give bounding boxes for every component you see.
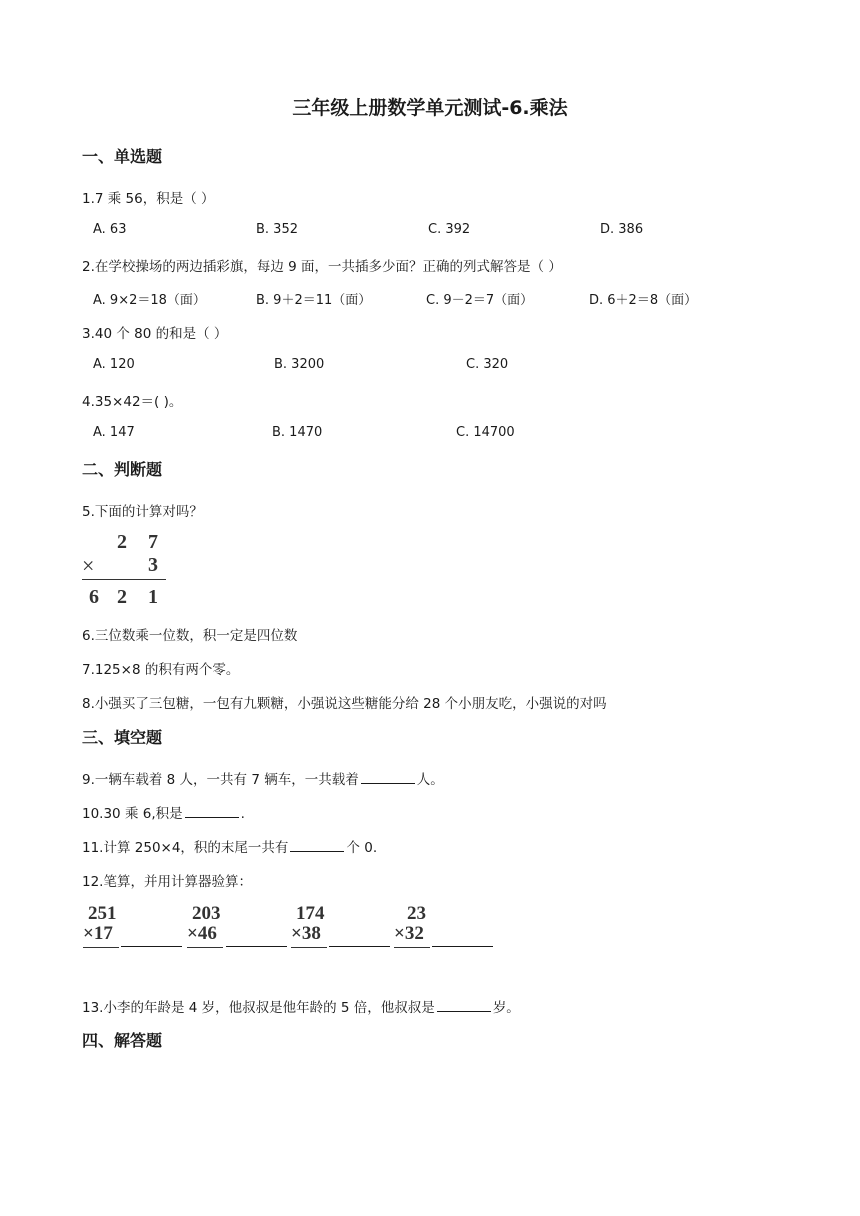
- question-10: [82, 802, 245, 822]
- question-1-option-b: B. 352: [256, 222, 298, 237]
- question-12-stem: 12.笔算，并用计算器验算：: [82, 874, 252, 890]
- problem-4-line: [394, 947, 430, 948]
- problem-4-answer-blank[interactable]: [432, 946, 493, 947]
- problem-4-bottom: ×32: [394, 923, 424, 944]
- page-title: 三年级上册数学单元测试-6.乘法: [292, 97, 568, 119]
- section-heading-single-choice: 一、单选题: [82, 147, 163, 166]
- question-2-option-d: D. 6＋2＝8（面）: [589, 293, 698, 308]
- question-6-stem: 6.三位数乘一位数，积一定是四位数: [82, 628, 298, 644]
- question-10-suffix: .: [240, 806, 245, 822]
- question-5-stem: 5.下面的计算对吗？: [82, 504, 203, 520]
- question-9-text: 9.一辆车载着 8 人，一共有 7 辆车，一共载着: [82, 772, 359, 788]
- question-13-answer-blank[interactable]: [437, 997, 491, 1012]
- problem-1-bottom: ×17: [83, 923, 113, 944]
- question-4-option-c: C. 14700: [456, 425, 515, 440]
- problem-4-top: 23: [407, 903, 426, 924]
- problem-1-answer-blank[interactable]: [121, 946, 182, 947]
- question-10-text: 10.30 乘 6,积是: [82, 806, 183, 822]
- question-9-suffix: 人。: [416, 772, 444, 788]
- question-1-stem: 1.7 乘 56，积是（ ）: [82, 191, 215, 207]
- section-heading-word-problems: 四、解答题: [82, 1031, 163, 1050]
- problem-3-top: 174: [296, 903, 325, 924]
- question-2-stem: 2.在学校操场的两边插彩旗，每边 9 面，一共插多少面？正确的列式解答是（ ）: [82, 259, 562, 275]
- question-3-option-b: B. 3200: [274, 357, 325, 372]
- question-11-text: 11.计算 250×4，积的末尾一共有: [82, 840, 289, 856]
- question-10-answer-blank[interactable]: [185, 803, 239, 818]
- vertical-top-digit-tens: 2: [117, 531, 127, 553]
- problem-2-answer-blank[interactable]: [226, 946, 287, 947]
- vertical-times-sign: ×: [82, 553, 95, 578]
- question-9: [82, 768, 444, 788]
- question-4-option-b: B. 1470: [272, 425, 323, 440]
- problem-1-line: [83, 947, 119, 948]
- question-11-answer-blank[interactable]: [290, 837, 344, 852]
- question-2-option-c: C. 9－2＝7（面）: [426, 293, 534, 308]
- question-1-option-c: C. 392: [428, 222, 471, 237]
- problem-3-bottom: ×38: [291, 923, 321, 944]
- question-1-option-a: A. 63: [93, 222, 127, 237]
- question-7-stem: 7.125×8 的积有两个零。: [82, 662, 240, 678]
- section-heading-fill-blank: 三、填空题: [82, 728, 163, 747]
- question-3-option-a: A. 120: [93, 357, 135, 372]
- question-3-stem: 3.40 个 80 的和是（ ）: [82, 326, 228, 342]
- section-heading-true-false: 二、判断题: [82, 460, 163, 479]
- question-4-option-a: A. 147: [93, 425, 135, 440]
- problem-2-top: 203: [192, 903, 221, 924]
- problem-3-line: [291, 947, 327, 948]
- question-1-option-d: D. 386: [600, 222, 644, 237]
- vertical-top-digit-ones: 7: [148, 531, 158, 553]
- problem-1-top: 251: [88, 903, 117, 924]
- vertical-result-line: [82, 579, 166, 580]
- question-8-stem: 8.小强买了三包糖，一包有九颗糖，小强说这些糖能分给 28 个小朋友吃，小强说的对吗: [82, 696, 607, 712]
- question-3-option-c: C. 320: [466, 357, 509, 372]
- question-11: [82, 836, 377, 856]
- question-13-text: 13.小李的年龄是 4 岁，他叔叔是他年龄的 5 倍，他叔叔是: [82, 1000, 435, 1016]
- question-2-option-b: B. 9＋2＝11（面）: [256, 293, 372, 308]
- problem-2-bottom: ×46: [187, 923, 217, 944]
- vertical-multiplier: 3: [148, 554, 158, 576]
- question-4-stem: 4.35×42＝( )。: [82, 394, 183, 410]
- vertical-result-digit-hundreds: 6: [89, 586, 99, 608]
- question-2-option-a: A. 9×2＝18（面）: [93, 293, 206, 308]
- question-13: [82, 996, 520, 1016]
- question-9-answer-blank[interactable]: [361, 769, 415, 784]
- problem-2-line: [187, 947, 223, 948]
- question-13-suffix: 岁。: [492, 1000, 520, 1016]
- problem-3-answer-blank[interactable]: [329, 946, 390, 947]
- vertical-result-digit-ones: 1: [148, 586, 158, 608]
- question-11-suffix: 个 0.: [346, 840, 378, 856]
- vertical-result-digit-tens: 2: [117, 586, 127, 608]
